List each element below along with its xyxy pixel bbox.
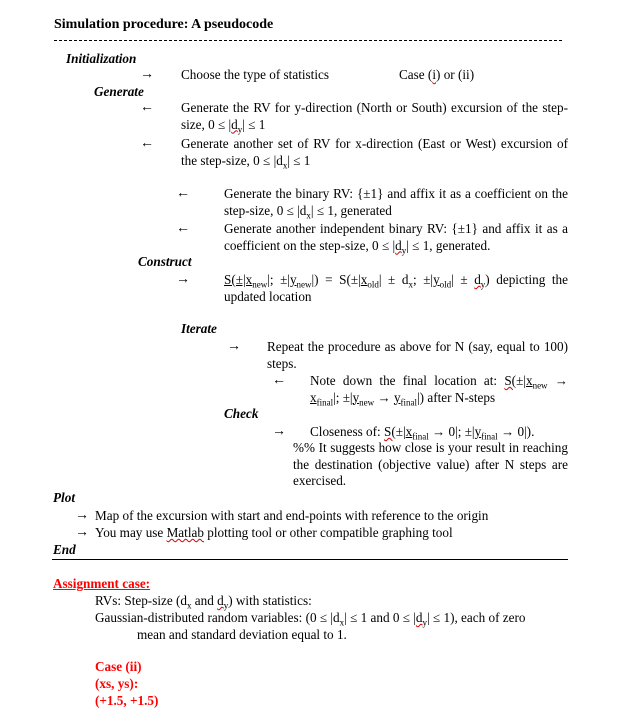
step-note-final: Note down the final location at: $S(\pm|x_{new} \to x_{final}|$; $\pm|y_{new} \to y_{final}|$) after N-steps xyxy=(310,373,568,408)
section-iterate: Iterate xyxy=(181,321,217,336)
right-arrow-icon: → xyxy=(75,525,89,540)
assignment-gaussian: Gaussian-distributed random variables: ($0 \le |d_x| \le 1$ and $0 \le |d_y| \le 1$), each of zero mean and standard deviation equal to 1. xyxy=(95,610,526,642)
section-initialization: Initialization xyxy=(66,51,137,66)
left-arrow-icon: ← xyxy=(176,221,190,236)
right-arrow-icon: → xyxy=(75,508,89,523)
page-title: Simulation procedure: A pseudocode xyxy=(54,17,274,32)
left-arrow-icon: ← xyxy=(140,136,154,151)
start-point-label: (xs, ys): xyxy=(95,676,139,691)
step-construct: $S(\pm|x_{new}|$; $\pm|y_{new}|) = S(\pm|x_{old}| \pm d_x$; $\pm|y_{old}| \pm d_y$) depicting the updated location xyxy=(224,272,568,304)
right-arrow-icon: → xyxy=(227,339,241,354)
case-label: Case (ii) xyxy=(95,659,142,674)
title-divider xyxy=(54,40,562,41)
section-construct: Construct xyxy=(138,254,192,269)
left-arrow-icon: ← xyxy=(272,373,286,388)
step-generate-x: Generate another set of RV for x-direction (East or West) excursion of the step-size, $0 \le |d_x| \le 1$ xyxy=(181,136,568,171)
case-choice: Case (i) or (ii) xyxy=(399,67,475,82)
section-check: Check xyxy=(224,406,259,421)
right-arrow-icon: → xyxy=(272,424,286,439)
section-plot: Plot xyxy=(53,490,75,505)
plot-map: Map of the excursion with start and end-points with reference to the origin xyxy=(95,508,489,523)
assignment-rvs: RVs: Step-size ($d_x$ and $d_y$) with statistics: xyxy=(95,593,312,611)
step-generate-y: Generate the RV for y-direction (North or South) excursion of the step-size, $0 \le |d_y| \le 1$ xyxy=(181,100,568,135)
left-arrow-icon: ← xyxy=(140,100,154,115)
right-arrow-icon: → xyxy=(176,272,190,287)
right-arrow-icon: → xyxy=(140,67,154,82)
left-arrow-icon: ← xyxy=(176,186,190,201)
step-repeat: Repeat the procedure as above for N (say, equal to 100) steps. xyxy=(267,339,568,371)
section-end: End xyxy=(53,542,76,557)
plot-tool: You may use Matlab plotting tool or other compatible graphing tool xyxy=(95,525,453,540)
step-closeness: Closeness of: $S(\pm|x_{final} \to 0|$; $\pm|y_{final} \to 0|$). xyxy=(310,424,535,442)
step-binary-x: Generate the binary RV: {±1} and affix it as a coefficient on the step-size, $0 \le |d_x| \le 1$, generated xyxy=(224,186,568,221)
step-choose-statistics: Choose the type of statistics xyxy=(181,67,329,82)
assignment-heading: Assignment case: xyxy=(53,576,151,591)
closeness-comment: %% It suggests how close is your result in reaching the destination (objective value) after N steps are exercised. xyxy=(293,440,568,488)
step-binary-y: Generate another independent binary RV: {±1} and affix it as a coefficient on the step-size, $0 \le |d_y| \le 1$, generated. xyxy=(224,221,568,256)
start-point-values: (+1.5, +1.5) xyxy=(95,693,159,708)
section-generate: Generate xyxy=(94,84,144,99)
end-divider xyxy=(52,559,568,560)
